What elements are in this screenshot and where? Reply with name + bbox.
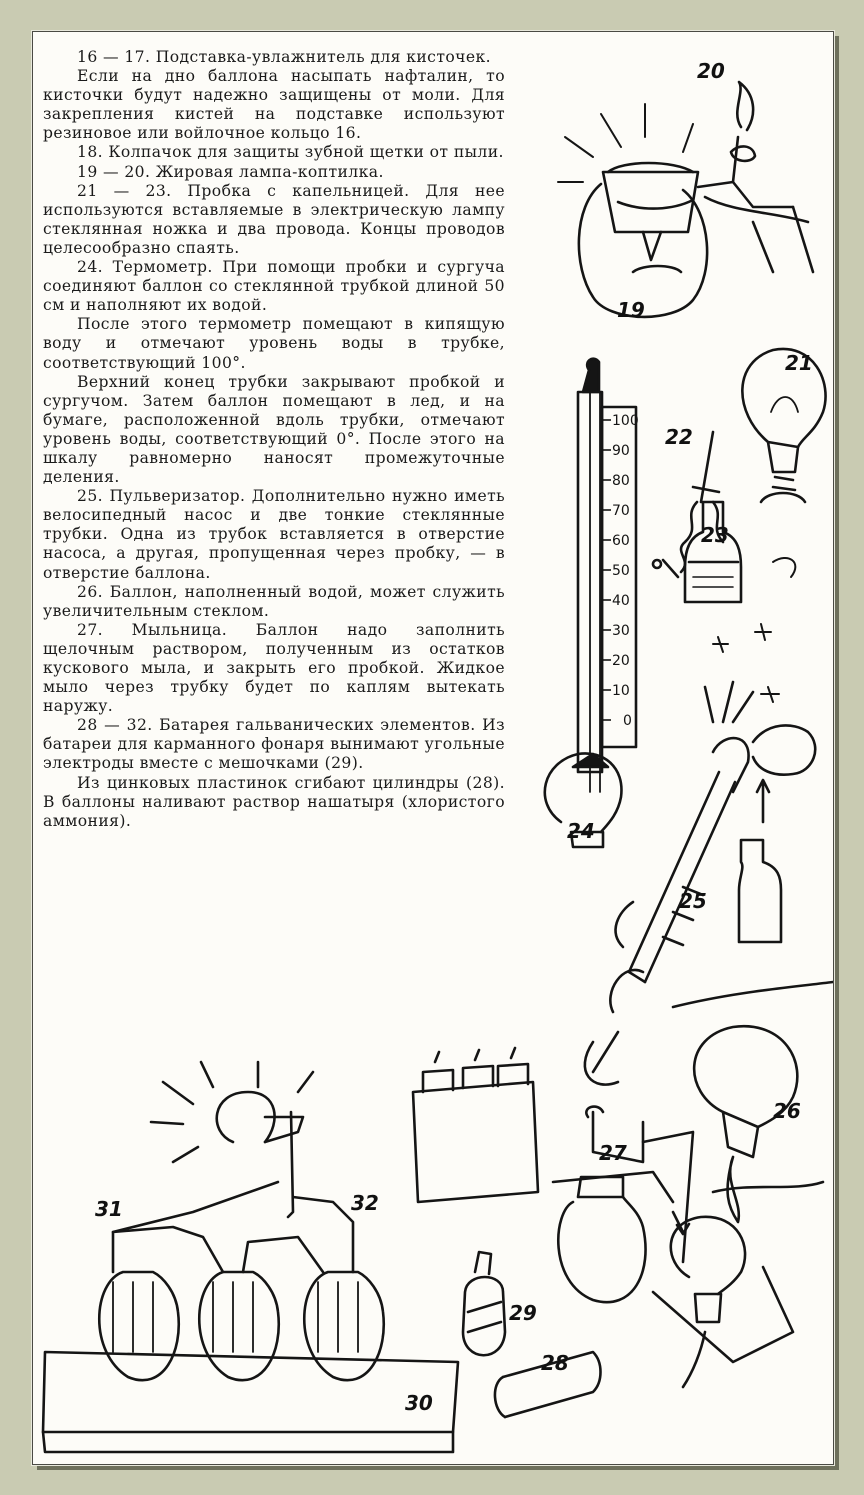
scale-label-10: 10 <box>612 683 630 699</box>
paragraph-ice: Верхний конец трубки закрывают пробкой и сургучом. Затем баллон помещают в лед, и на бумаге, расположенной вдоль трубки, отмечают уровень воды, соответствующий 0°. После этого на шкалу равномерно наносят промежуточные деления. <box>43 372 505 487</box>
galvanic-battery-illustration <box>43 1062 458 1452</box>
scale-label-60: 60 <box>612 533 630 549</box>
figure-number-24: 24 <box>567 819 595 843</box>
illustrations <box>33 32 833 1464</box>
scale-label-0: 0 <box>623 713 632 729</box>
scale-label-40: 40 <box>612 593 630 609</box>
thermometer-scale <box>602 413 639 729</box>
bulb-26-illustration <box>673 982 833 1222</box>
figure-number-23: 23 <box>701 523 729 547</box>
paragraph-28-32: 28 — 32. Батарея гальванических элементов. Из батареи для карманного фонаря вынимают угольные электроды вместе с мешочками (29). <box>43 716 505 773</box>
scale-label-70: 70 <box>612 503 630 519</box>
paragraph-26: 26. Баллон, наполненный водой, может служить увеличительным стеклом. <box>43 582 505 620</box>
figure-numbers <box>95 59 813 1415</box>
scale-label-50: 50 <box>612 563 630 579</box>
paragraph-naphthalene: Если на дно баллона насыпать нафталин, то кисточки будут надежно защищены от моли. Для закрепления кистей на подставке используют резиновое или войлочное кольцо 16. <box>43 67 505 143</box>
paragraph-21-23: 21 — 23. Пробка с капельницей. Для нее используются вставляемые в электрическую лампу стеклянная ножка и два провода. Концы проводов целесообразно спаять. <box>43 181 505 257</box>
bulb-21-illustration <box>742 349 825 502</box>
soap-dish-27-illustration <box>553 1107 793 1387</box>
bottle-23-illustration <box>685 502 741 602</box>
sprayer-25-illustration <box>585 682 815 1085</box>
book-page <box>32 31 834 1465</box>
figure-number-30: 30 <box>405 1391 433 1415</box>
paragraph-zinc: Из цинковых пластинок сгибают цилиндры (28). В баллоны наливают раствор нашатыря (хлористого аммония). <box>43 773 505 830</box>
figure-number-26: 26 <box>773 1099 801 1123</box>
figure-number-25: 25 <box>679 889 707 913</box>
paragraph-boiling: После этого термометр помещают в кипящую воду и отмечают уровень воды в трубке, соответствующий 100°. <box>43 315 505 372</box>
figure-number-20: 20 <box>697 59 725 83</box>
figure-number-27: 27 <box>599 1141 627 1165</box>
scale-label-90: 90 <box>612 443 630 459</box>
scale-label-20: 20 <box>612 653 630 669</box>
figure-number-19: 19 <box>617 298 645 322</box>
paragraph-19-20: 19 — 20. Жировая лампа-коптилка. <box>77 162 384 181</box>
figure-number-32: 32 <box>351 1191 379 1215</box>
flies-illustration <box>713 558 795 702</box>
paragraph-16-17: 16 — 17. Подставка-увлажнитель для кисточек. <box>77 48 491 66</box>
paragraph-27: 27. Мыльница. Баллон надо заполнить щелочным раствором, полученным из остатков кускового мыла, и закрыть его пробкой. Жидкое мыло через трубку будет по каплям вытекать наружу. <box>43 620 505 716</box>
fat-lamp-illustration <box>558 82 813 317</box>
paragraph-24: 24. Термометр. При помощи пробки и сургуча соединяют баллон со стеклянной трубкой длиной 50 см и наполняют их водой. <box>43 258 505 315</box>
scale-label-80: 80 <box>612 473 630 489</box>
figure-number-31: 31 <box>95 1197 123 1221</box>
figure-number-28: 28 <box>541 1351 569 1375</box>
scale-label-100: 100 <box>612 413 639 429</box>
figure-number-22: 22 <box>665 425 693 449</box>
paragraph-18: 18. Колпачок для защиты зубной щетки от пыли. <box>77 143 504 162</box>
figure-number-21: 21 <box>785 351 813 375</box>
paragraph-25: 25. Пульверизатор. Дополнительно нужно иметь велосипедный насос и две тонкие стеклянные трубки. Одна из трубок вставляется в отверстие насоса, а другая, пропущенная через пробку, — в отверстие баллона. <box>43 487 505 582</box>
figure-number-29: 29 <box>509 1301 537 1325</box>
dropper-22-illustration <box>653 432 723 577</box>
scale-label-30: 30 <box>612 623 630 639</box>
